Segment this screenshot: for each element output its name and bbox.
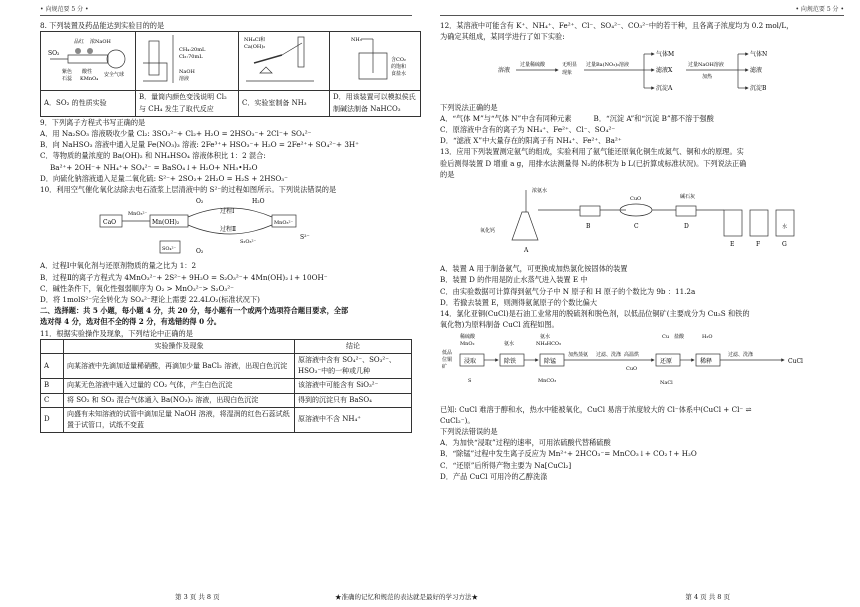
q11-cell: 原溶液中含有 SO₄²⁻、SO₃²⁻、HSO₃⁻中的一种或几种 (295, 354, 412, 379)
fig-label: MnO₃²⁻ (274, 220, 294, 227)
q8-apparatus-table (40, 31, 421, 117)
fig-label: 位铜 (442, 357, 453, 364)
fig-label: G (782, 241, 787, 249)
q14-note: 已知: CuCl 难溶于醇和水，热水中能被氧化，CuCl 易溶于浓度较大的 Cl⁻体系中(CuCl + Cl⁻ ⇌ (440, 404, 752, 414)
fig-label: 氨水 (504, 341, 515, 348)
fig-label: 低品 (442, 350, 453, 357)
fig-label: CuCl (788, 358, 803, 366)
header-right: • 向规范要 5 分 • (795, 6, 844, 13)
q11-head: 结论 (295, 339, 412, 353)
fig-label: 气体M (656, 51, 675, 59)
q10-process-figure (40, 195, 412, 257)
fig-label: CaO (103, 219, 117, 227)
fig-label: 加热蒸氨 (568, 352, 589, 359)
q11-cell: B (41, 379, 64, 393)
fig-label: 过程Ⅰ (220, 208, 235, 216)
nahco3-apparatus-figure (333, 33, 417, 85)
q14-note: CuCl₂⁻)。 (440, 415, 475, 425)
fig-label: 酸性 (82, 69, 93, 76)
fig-label: 气体N (750, 51, 768, 59)
fig-label: 滤液 (750, 67, 763, 75)
fig-label: 紫色 (62, 69, 73, 76)
fig-label: 过量稀硫酸 (520, 62, 546, 69)
q14-line: 14．氯化亚铜(CuCl)是石油工业常用的脱硫剂和脱色剂，以低品位铜矿(主要成分为 Cu₂S 和铁的 (440, 309, 750, 319)
q12-flow-figure (440, 42, 840, 98)
q12-option (440, 113, 840, 124)
table-row (41, 393, 412, 407)
q11-cell: 向盛有未知溶液的试管中滴加足量 NaOH 溶液，将湿润的红色石蕊试纸置于试管口，试纸不变蓝 (64, 407, 295, 432)
fig-label: H₂O (702, 334, 713, 341)
q8-fig-c (239, 32, 330, 91)
fig-label: 石蕊 (62, 76, 73, 83)
fig-label: 稀硫酸 (460, 334, 476, 341)
q13-option: B．装置 D 的作用是防止水蒸气进入装置 E 中 (440, 275, 588, 285)
q12-line: 12．某溶液中可能含有 K⁺、NH₄⁺、Fe²⁺、Cl⁻、SO₄²⁻、CO₃²⁻中的若干种，且各离子浓度均为 0.2 mol/L， (440, 21, 794, 30)
fig-label: Cl₂:70mL (179, 54, 203, 61)
fig-label: CH₄:20mL (179, 47, 206, 54)
left-column (40, 20, 416, 433)
fig-label: 高温烘 (624, 352, 640, 359)
fig-label: H₂O (252, 198, 265, 206)
fig-label: 加热 (702, 74, 713, 81)
section2-line: 选对得 4 分，选对但不全的得 2 分，有选错的得 0 分。 (40, 317, 221, 327)
fig-label: NH₄HCO₃ (536, 341, 562, 348)
fig-label: 食盐水 (391, 71, 407, 78)
fig-label: 浓氨水 (532, 188, 548, 195)
fig-label: CuO (626, 366, 638, 373)
fig-label: SO₄²⁻ (162, 246, 177, 253)
q13-line: 13．应用下列装置测定氨气的组成，实验利用了氨气能还原氧化铜生成氮气、铜和水的原理。实 (440, 147, 744, 157)
q11-head: 实验操作及现象 (64, 339, 295, 353)
header-rule-right (440, 15, 844, 16)
q14-flow-figure (440, 330, 840, 400)
fig-label: KMnO₄ (80, 76, 99, 83)
fig-label: 除铁 (504, 358, 517, 366)
table-row (41, 354, 412, 379)
fig-label: 滤液X (656, 67, 673, 75)
fig-label: B (586, 223, 591, 231)
q14-line: 氧化物)为原料制备 CuCl 流程如图。 (440, 320, 559, 330)
fig-label: F (756, 241, 761, 249)
fig-label: Cu (662, 334, 670, 341)
q12-option: D．“滤液 X”中大量存在的阳离子有 NH₄⁺、Fe²⁺、Ba²⁺ (440, 136, 622, 146)
fig-label: 溶液 (498, 67, 511, 75)
fig-label: NH₃ (351, 37, 362, 44)
fig-label: 氨水 (540, 334, 551, 341)
fig-label: 还原 (660, 358, 673, 366)
fig-label: 沉淀A (656, 85, 673, 93)
fig-label: 无明显 (562, 62, 578, 69)
fig-label: 浓NaOH (90, 39, 111, 46)
q10-option: D．将 1molS²⁻完全转化为 SO₄²⁻理论上需要 22.4LO₂(标准状况下) (40, 295, 260, 305)
q11-table (40, 339, 412, 433)
fig-label: 盐酸 (674, 334, 685, 341)
q9-line: A．用 Na₂SO₃ 溶液吸收少量 Cl₂: 3SO₃²⁻+ Cl₂+ H₂O = 2HSO₃⁻+ 2Cl⁻+ SO₄²⁻ (40, 129, 312, 139)
q14-option: C．“还原”后所得产物主要为 Na[CuCl₂] (440, 460, 572, 470)
fig-label: 氧化钙 (480, 228, 496, 235)
so2-apparatus-figure (44, 33, 132, 85)
q14-question: 下列说法错误的是 (440, 427, 498, 437)
fig-label: 除锰 (544, 358, 557, 366)
q11-cell: 得到的沉淀只有 BaSO₄ (295, 393, 412, 407)
q8-option-d: D．用该装置可以模拟侯氏制碱法制备 NaHCO₃ (330, 91, 421, 116)
footer-left-page: 第 3 页 共 8 页 (175, 593, 220, 601)
q11-cell: 向某溶液中先滴加适量稀硝酸，再滴加少量 BaCl₂ 溶液，出现白色沉淀 (64, 354, 295, 379)
fig-label: 矿 (442, 364, 448, 371)
section2-line: 二、选择题：共 5 小题，每小题 4 分，共 20 分，每小题有一个或两个选项符合题目要求，全部 (40, 306, 349, 316)
fig-label: 稀释 (700, 358, 713, 366)
q12-option: C．原溶液中含有的离子为 NH₄⁺、Fe²⁺、Cl⁻、SO₄²⁻ (440, 125, 616, 135)
fig-label: S₂O₃²⁻ (240, 239, 257, 246)
fig-label: 过程Ⅱ (220, 226, 237, 234)
header-rule-left (40, 15, 412, 16)
q8-option-c: C．实验室制备 NH₃ (239, 91, 330, 116)
right-column (440, 20, 840, 482)
fig-label: Ca(OH)₂ (244, 44, 266, 51)
table-row (41, 379, 412, 393)
fig-label: 溶液 (179, 76, 190, 83)
q13-option: C．由实验数据可计算得到氨气分子中 N 原子和 H 原子的个数比为 9b ：11.2a (440, 286, 696, 296)
fig-label: NaOH (179, 69, 195, 76)
fig-label: 过滤、洗涤 (596, 352, 622, 359)
footer-right-page: 第 4 页 共 8 页 (685, 593, 730, 601)
q12-option-b: B．“沉淀 A”和“沉淀 B”都不溶于强酸 (593, 113, 714, 123)
nh3-prep-apparatus-figure (242, 33, 326, 85)
fig-label: 沉淀B (750, 85, 767, 93)
table-row (41, 407, 412, 432)
q12-option-a: A．“气体 M”与“气体 N”中含有同种元素 (440, 113, 572, 123)
q11-stem: 11．根据实验操作及现象，下列结论中正确的是 (40, 328, 193, 338)
cl2-ch4-apparatus-figure (139, 33, 235, 85)
q11-cell: 向某无色溶液中通入过量的 CO₂ 气体，产生白色沉淀 (64, 379, 295, 393)
q14-option: B．“除锰”过程中发生离子反应为 Mn²⁺+ 2HCO₃⁻= MnCO₃↓+ CO₂↑+ H₂O (440, 449, 697, 459)
q8-option-b: B．量筒内颜色变浅说明 Cl₂ 与 CH₄ 发生了取代反应 (136, 91, 239, 116)
q11-cell: C (41, 393, 64, 407)
fig-label: CuO (630, 196, 642, 203)
q13-option: A．装置 A 用于制备氨气，可更换成加热氯化铵固体的装置 (440, 264, 628, 274)
fig-label: D (684, 223, 689, 231)
fig-label: 过滤、洗涤 (728, 352, 754, 359)
fig-label: 过量Ba(NO₃)₂溶液 (586, 62, 630, 69)
fig-label: O₂ (196, 198, 204, 206)
q12-question: 下列说法正确的是 (440, 102, 498, 112)
q8-fig-d (330, 32, 421, 91)
q8-fig-a (41, 32, 136, 91)
q13-line: 验后测得装置 D 增重 a g，用排水法测量得 N₂的体积为 b L(已折算成标准状况)。下列说法正确 (440, 158, 747, 168)
q10-option: C．碱性条件下，氧化性强弱顺序为 O₂ > MnO₃²⁻> S₂O₃²⁻ (40, 283, 234, 293)
footer-motto: ★准确的记忆和规范的表达就是最好的学习方法★ (335, 593, 478, 601)
q9-line: Ba²⁺+ 2OH⁻+ NH₄⁺+ SO₄²⁻ = BaSO₄↓+ H₂O+ NH₃•H₂O (50, 162, 258, 172)
q13-apparatus-figure (440, 180, 840, 260)
fig-label: 品红 (74, 39, 85, 46)
fig-label: 的饱和 (391, 64, 407, 71)
fig-label: 浸取 (464, 358, 477, 366)
q11-cell: D (41, 407, 64, 432)
header-left: • 向规范要 5 分 • (40, 6, 89, 13)
fig-label: S²⁻ (300, 234, 310, 242)
fig-label: SO₂ (48, 50, 60, 58)
q10-option: A．过程Ⅰ中氧化剂与还原剂物质的量之比为 1：2 (40, 261, 197, 271)
q14-option: D．产品 CuCl 可用冷的乙醇洗涤 (440, 471, 548, 481)
q9-line: B．向 NaHSO₃ 溶液中通入足量 Fe(NO₃)₃ 溶液: 2Fe³⁺+ HSO₃⁻+ H₂O = 2Fe²⁺+ SO₄²⁻+ 3H⁺ (40, 140, 359, 150)
q11-cell: 该溶液中可能含有 SiO₃²⁻ (295, 379, 412, 393)
q11-head (41, 339, 64, 353)
q10-option: B．过程Ⅱ的离子方程式为 4MnO₃²⁻+ 2S²⁻+ 9H₂O = S₂O₃²⁻+ 4Mn(OH)₂↓+ 10OH⁻ (40, 272, 328, 282)
q13-line: 的是 (440, 169, 455, 179)
q10-stem: 10．利用空气催化氧化法除去电石渣浆上层清液中的 S²⁻的过程如图所示。下列说法错误的是 (40, 185, 337, 195)
fig-label: C (634, 223, 639, 231)
fig-label: MnO₂ (460, 341, 475, 348)
q8-stem: 8. 下列装置及药品能达到实验目的的是 (40, 21, 165, 30)
q9-line: 9．下列离子方程式书写正确的是 (40, 117, 146, 127)
fig-label: S (468, 378, 472, 385)
fig-label: NaCl (660, 380, 673, 387)
q8-fig-b (136, 32, 239, 91)
q12-line: 为确定其组成，某同学进行了如下实验: (440, 32, 565, 42)
q11-cell: 原溶液中不含 NH₄⁺ (295, 407, 412, 432)
fig-label: 含CO₂ (391, 57, 406, 64)
fig-label: 安全气球 (104, 72, 125, 79)
q11-cell: 将 SO₂ 和 SO₃ 混合气体通入 Ba(NO₃)₂ 溶液，出现白色沉淀 (64, 393, 295, 407)
q11-cell: A (41, 354, 64, 379)
fig-label: E (730, 241, 735, 249)
fig-label: 水 (782, 224, 788, 231)
fig-label: 过量NaOH溶液 (688, 62, 724, 69)
fig-label: 现象 (562, 70, 573, 77)
q13-option: D．若撤去装置 E，则测得氨氮原子的个数比偏大 (440, 297, 598, 307)
fig-label: MnO₃²⁻ (128, 211, 148, 218)
fig-label: MnCO₃ (538, 378, 557, 385)
fig-label: 碱石灰 (680, 194, 696, 201)
q9-line: C．等物质的量浓度的 Ba(OH)₂ 和 NH₄HSO₄ 溶液体积比 1：2 混合: (40, 151, 266, 161)
fig-label: O₂ (196, 248, 204, 256)
fig-label: Mn(OH)₂ (152, 219, 180, 227)
q14-option: A．为加快“浸取”过程的速率，可用浓硫酸代替稀硫酸 (440, 438, 611, 448)
q9-line: D．向硫化钠溶液通入足量二氧化硫: S²⁻+ 2SO₂+ 2H₂O = H₂S + 2HSO₃⁻ (40, 173, 288, 183)
fig-label: NH₄Cl和 (244, 37, 266, 44)
q8-option-a: A．SO₂ 的性质实验 (41, 91, 136, 116)
fig-label: A (524, 247, 529, 255)
